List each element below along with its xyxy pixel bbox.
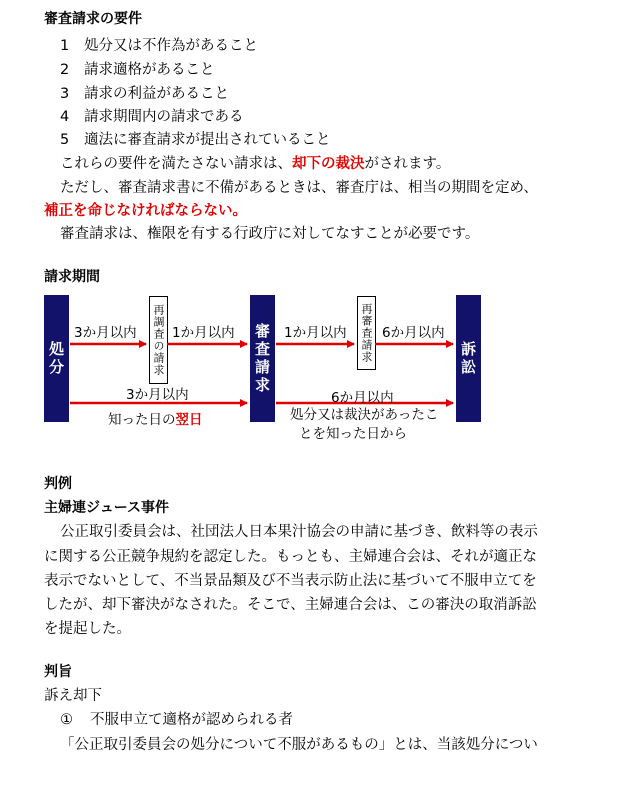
paragraph-authority: 審査請求は、権限を有する行政庁に対してなすことが必要です。 bbox=[60, 226, 480, 242]
box-reinvestigation-request: 再調査の請求 bbox=[149, 296, 168, 384]
label-known-from-line2: とを知った日から bbox=[299, 426, 407, 442]
correction-highlight: 補正を命じなければならない。 bbox=[44, 203, 247, 219]
ruling-heading: 判旨 bbox=[44, 664, 72, 680]
bar-lawsuit: 訴訟 bbox=[456, 295, 481, 422]
paragraph-dismissal: これらの要件を満たさない請求は、却下の裁決がされます。 bbox=[60, 156, 451, 172]
case-line: に関する公正競争規約を認定した。もっとも、主婦連合会は、それが適正な bbox=[44, 549, 537, 565]
case-title: 主婦連ジュース事件 bbox=[44, 500, 170, 516]
label-1month-b: 1か月以内 bbox=[284, 325, 347, 341]
requirement-item: 4 請求期間内の請求である bbox=[60, 109, 244, 125]
requirement-item: 5 適法に審査請求が提出されていること bbox=[60, 132, 331, 148]
requirements-title: 審査請求の要件 bbox=[44, 11, 142, 27]
case-line: 公正取引委員会は、社団法人日本果汁協会の申請に基づき、飲料等の表示 bbox=[60, 524, 538, 540]
case-line: を提起した。 bbox=[44, 621, 131, 637]
case-line: したが、却下審決がなされた。そこで、主婦連合会は、この審決の取消訴訟 bbox=[44, 597, 537, 613]
requirement-item: 2 請求適格があること bbox=[60, 62, 215, 78]
case-line: 表示でないとして、不当景品類及び不当表示防止法に基づいて不服申立てを bbox=[44, 573, 537, 589]
ruling-item: ① 不服申立て適格が認められる者 bbox=[60, 712, 293, 728]
ruling-quote: 「公正取引委員会の処分について不服があるもの」とは、当該処分につい bbox=[60, 737, 538, 753]
requirement-item: 3 請求の利益があること bbox=[60, 86, 229, 102]
ruling-result: 訴え却下 bbox=[44, 688, 102, 704]
bar-disposition: 処分 bbox=[44, 295, 69, 422]
label-known-from-line1: 処分又は裁決があったこ bbox=[290, 407, 439, 423]
period-title: 請求期間 bbox=[44, 269, 100, 285]
label-known-next-day: 知った日の翌日 bbox=[108, 412, 203, 428]
box-re-examination-request: 再審査請求 bbox=[357, 296, 376, 370]
label-6month-b: 6か月以内 bbox=[331, 390, 394, 406]
bar-examination-request: 審査請求 bbox=[250, 295, 275, 422]
label-3month: 3か月以内 bbox=[74, 325, 137, 341]
case-heading: 判例 bbox=[44, 476, 72, 492]
label-3month-b: 3か月以内 bbox=[126, 387, 189, 403]
label-6month-a: 6か月以内 bbox=[382, 325, 445, 341]
paragraph-deficiency: ただし、審査請求書に不備があるときは、審査庁は、相当の期間を定め、 bbox=[60, 180, 538, 196]
label-1month-a: 1か月以内 bbox=[172, 325, 235, 341]
requirement-item: 1 処分又は不作為があること bbox=[60, 38, 258, 54]
dismissal-highlight: 却下の裁決 bbox=[292, 156, 365, 172]
